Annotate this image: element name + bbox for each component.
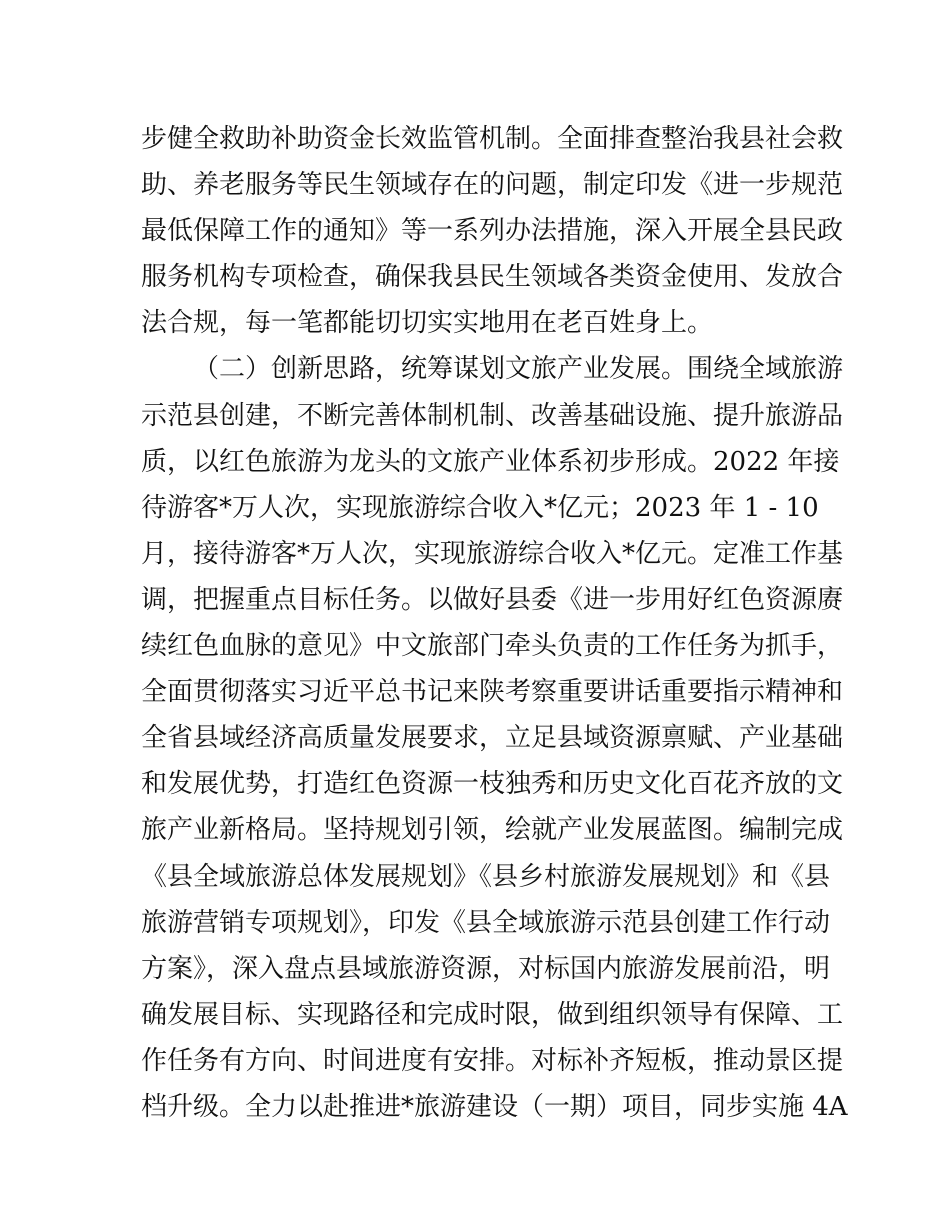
text-line: 确发展目标、实现路径和完成时限，做到组织领导有保障、工 — [141, 999, 844, 1030]
text-line: 调，把握重点目标任务。以做好县委《进一步用好红色资源赓 — [141, 584, 844, 615]
text-line: 方案》，深入盘点县域旅游资源，对标国内旅游发展前沿，明 — [141, 953, 831, 984]
text-line: 全面贯彻落实习近平总书记来陕考察重要讲话重要指示精神和 — [141, 677, 844, 708]
paragraph-2 — [141, 346, 848, 1130]
text-line: 法合规，每一笔都能切切实实地用在老百姓身上。 — [141, 308, 714, 339]
paragraph-1 — [141, 116, 844, 346]
text-line: 续红色血脉的意见》中文旅部门牵头负责的工作任务为抓手， — [141, 631, 844, 662]
text-line: 作任务有方向、时间进度有安排。对标补齐短板，推动景区提 — [141, 1045, 844, 1076]
text-line: 质，以红色旅游为龙头的文旅产业体系初步形成。2022 年接 — [141, 446, 840, 477]
text-line: 最低保障工作的通知》等一系列办法措施，深入开展全县民政 — [141, 216, 844, 247]
text-line: 待游客*万人次，实现旅游综合收入*亿元；2023 年 1 - 10 — [141, 492, 819, 523]
text-line: 示范县创建，不断完善体制机制、改善基础设施、提升旅游品 — [141, 400, 844, 431]
text-line: 全省县域经济高质量发展要求，立足县域资源禀赋、产业基础 — [141, 723, 844, 754]
text-line: 月，接待游客*万人次，实现旅游综合收入*亿元。定准工作基 — [141, 538, 844, 569]
text-line: 和发展优势，打造红色资源一枝独秀和历史文化百花齐放的文 — [141, 769, 844, 800]
document-body — [141, 116, 848, 1130]
text-line: 档升级。全力以赴推进*旅游建设（一期）项目，同步实施 4A — [141, 1091, 848, 1122]
text-line: 服务机构专项检查，确保我县民生领域各类资金使用、发放合 — [141, 262, 844, 293]
text-line: （二）创新思路，统筹谋划文旅产业发展。围绕全域旅游 — [193, 354, 844, 385]
text-line: 《县全域旅游总体发展规划》《县乡村旅游发展规划》和《县 — [141, 861, 831, 892]
text-line: 旅产业新格局。坚持规划引领，绘就产业发展蓝图。编制完成 — [141, 815, 844, 846]
text-line: 步健全救助补助资金长效监管机制。全面排查整治我县社会救 — [141, 124, 844, 154]
text-line: 旅游营销专项规划》，印发《县全域旅游示范县创建工作行动 — [141, 907, 831, 938]
text-line: 助、养老服务等民生领域存在的问题，制定印发《进一步规范 — [141, 170, 844, 201]
